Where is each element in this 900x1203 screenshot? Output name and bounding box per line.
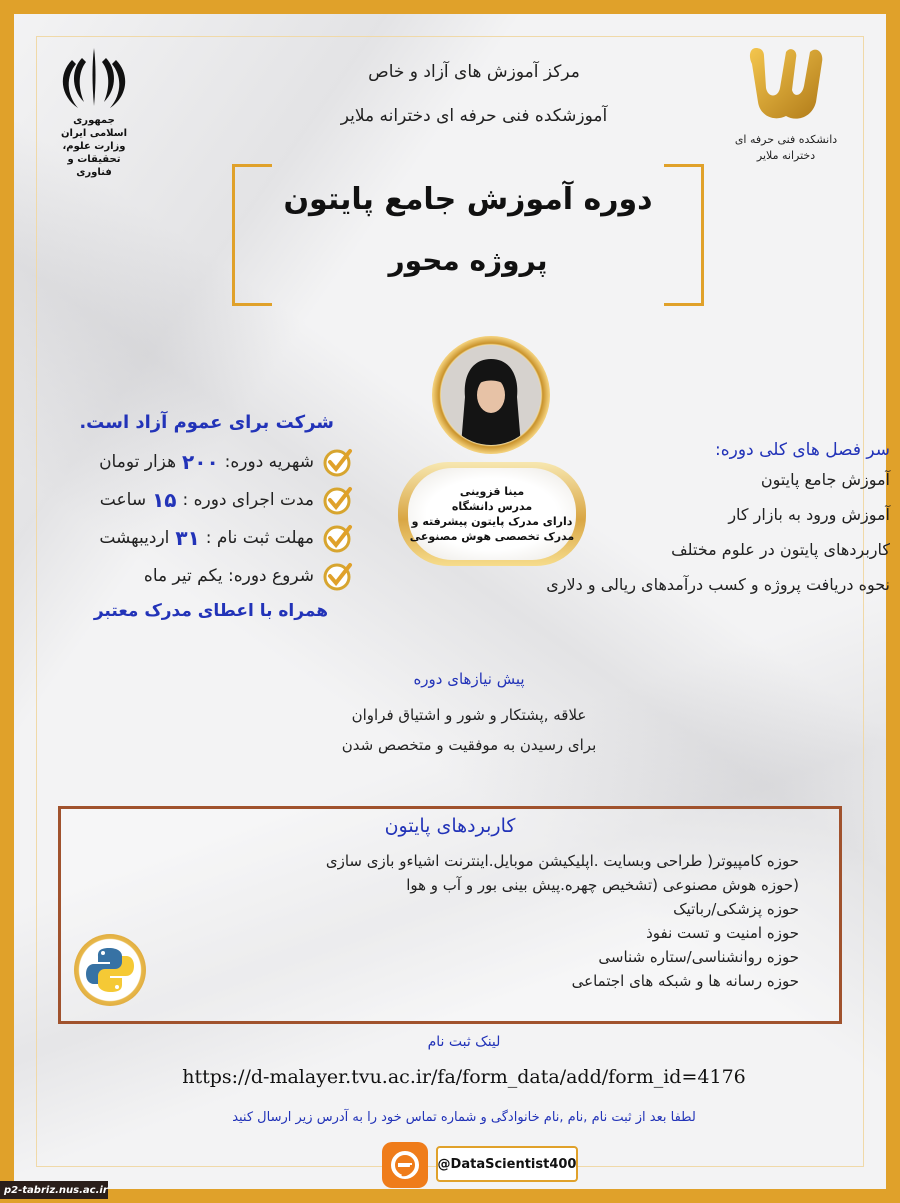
apps-item: حوزه امنیت و تست نفوذ [646,924,799,942]
eitaa-icon[interactable] [382,1142,428,1188]
header-line1: مرکز آموزش های آزاد و خاص [368,62,580,82]
logo-line1: دانشکده فنی حرفه ای [734,133,838,146]
iran-emblem [54,44,134,179]
fee-unit: هزار تومان [99,452,177,472]
syllabus-item: نحوه دریافت پروژه و کسب درآمدهای ریالی و دلاری [546,575,890,594]
apps-item: حوزه رسانه ها و شبکه های اجتماعی [571,972,799,990]
python-logo [74,934,146,1006]
start-row [54,557,354,595]
check-icon [322,447,354,477]
python-applications-box [58,806,842,1024]
prereq-line1: علاقه ,پشتکار و شور و اشتیاق فراوان [351,706,587,724]
apps-item: حوزه پزشکی/رباتیک [673,900,799,918]
check-icon [322,561,354,591]
syllabus-item: کاربردهای پایتون در علوم مختلف [671,540,890,559]
emblem-line1: جمهوری اسلامی ایران [60,115,127,139]
instructor-photo [432,336,550,454]
deadline-label: مهلت ثبت نام : [205,528,314,548]
instructor-role: مدرس دانشگاه [451,500,533,513]
instructor-name: مینا قزوینی [459,485,525,498]
course-title-box [232,164,704,306]
header-line2: آموزشکده فنی حرفه ای دخترانه ملایر [340,106,608,126]
college-logo [726,42,846,164]
duration-value: ۱۵ [152,488,177,512]
instructor-portrait-icon [441,345,541,445]
apps-title: کاربردهای پایتون [384,815,516,837]
syllabus-title: سر فصل های کلی دوره: [715,440,890,460]
registration-note: لطفا بعد از ثبت نام ,نام ,نام خانوادگی و شماره تماس خود را به آدرس زیر ارسال کنید [232,1110,696,1125]
course-subtitle: پروژه محور [388,244,548,277]
prereq-line2: برای رسیدن به موفقیت و متخصص شدن [341,736,597,754]
open-to-all: شرکت برای عموم آزاد است. [79,412,334,433]
fee-value: ۲۰۰ [182,450,219,474]
syllabus-item: آموزش ورود به بازار کار [728,505,890,524]
emblem-line2: وزارت علوم، تحقیقات و فناوری [62,141,126,178]
registration-link[interactable]: https://d-malayer.tvu.ac.ir/fa/form_data/add/form_id=4176 [182,1066,746,1088]
instructor-cert1: دارای مدرک پایتون پیشرفته و [411,515,573,528]
logo-line2: دخترانه ملایر [756,149,816,162]
check-icon [322,485,354,515]
deadline-row [54,519,354,557]
duration-label: مدت اجرای دوره : [182,490,314,510]
duration-unit: ساعت [99,490,147,510]
prereq-title: پیش نیازهای دوره [413,670,525,688]
college-logo-icon [746,42,826,128]
course-title: دوره آموزش جامع پایتون [283,182,653,217]
duration-row [54,481,354,519]
deadline-unit: اردیبهشت [99,528,170,548]
start-date: شروع دوره: یکم تیر ماه [143,566,314,586]
iran-emblem-icon [56,44,132,114]
course-info [54,412,354,621]
registration-label: لینک ثبت نام [427,1034,501,1050]
certificate-note: همراه با اعطای مدرک معتبر [93,601,328,621]
prerequisites [294,670,644,760]
source-tag: p2-tabriz.nus.ac.ir [0,1181,108,1199]
deadline-value: ۳۱ [175,526,200,550]
syllabus [484,440,890,602]
fee-label: شهریه دوره: [224,452,314,472]
fee-row [54,443,354,481]
python-icon [74,934,146,1006]
syllabus-item: آموزش جامع پایتون [760,470,890,489]
apps-item: (حوزه هوش مصنوعی (تشخیص چهره.پیش بینی بور و آب و هوا [406,876,799,894]
apps-item: حوزه کامپیوتر( طراحی وبسایت .اپلیکیشن موبایل.اینترنت اشیاءو بازی سازی [325,852,799,870]
check-icon [322,523,354,553]
social-handle[interactable]: @DataScientist400 [436,1146,578,1182]
instructor-cert2: مدرک تخصصی هوش مصنوعی [409,530,575,543]
apps-item: حوزه روانشناسی/ستاره شناسی [598,948,799,966]
